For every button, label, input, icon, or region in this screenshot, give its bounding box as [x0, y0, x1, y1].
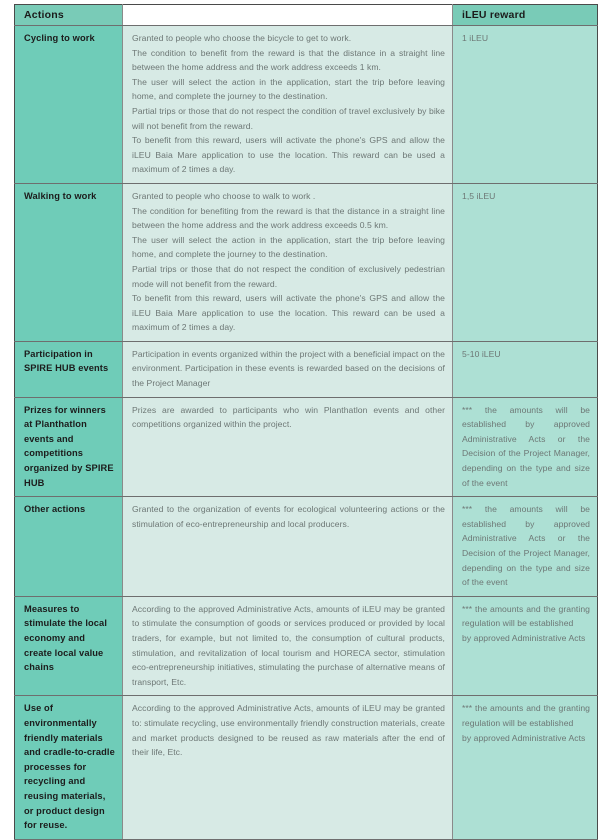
row-reward-value: 1,5 iLEU	[453, 183, 598, 341]
row-action-label: Other actions	[15, 497, 123, 597]
row-reward-value	[453, 696, 598, 839]
table-head	[15, 5, 598, 26]
description-line: The user will select the action in the application, start the trip before leaving home, and complete the journey to the destination.	[132, 76, 445, 102]
table-header-row	[15, 5, 598, 26]
column-header-reward: iLEU reward	[453, 5, 598, 26]
row-description	[123, 183, 453, 341]
row-action-label: Use of environmentally friendly materials and cradle-to-cradle processes for recycling and reusing materials, or product design for reuse.	[15, 696, 123, 839]
row-reward-value: 1 iLEU	[453, 26, 598, 184]
column-header-actions: Actions	[15, 5, 123, 26]
row-action-label: Participation in SPIRE HUB events	[15, 341, 123, 397]
description-line: To benefit from this reward, users will activate the phone's GPS and allow the iLEU Baia Mare application to use the location. This reward can be used a maximum of 2 times a day.	[132, 135, 445, 175]
description-line: The condition for benefiting from the reward is that the distance in a straight line between the home address and the work address exceeds 0.5 km.	[132, 205, 445, 231]
row-action-label: Cycling to work	[15, 26, 123, 184]
reward-line: by approved Administrative Acts	[462, 732, 586, 743]
row-action-label: Walking to work	[15, 183, 123, 341]
description-line: According to the approved Administrative Acts, amounts of iLEU may be granted to stimulate the consumption of goods or services produced or provided by local traders, for example, but not limited to, the consumption of cultural products, stimulation, and revitalization of local tourism and HORECA sector, stimulation eco-entrepreneurship initiatives, stimulating the purchase of alternative means of transport, Etc.	[132, 603, 445, 687]
table-row	[15, 497, 598, 597]
row-reward-value: *** the amounts will be established by approved Administrative Acts or the Decision of the Project Manager, depending on the type and size of the event	[453, 397, 598, 497]
description-line: Granted to the organization of events for ecological volunteering actions or the stimulation of eco-entrepreneurship and local producers.	[132, 504, 445, 529]
row-reward-value: 5-10 iLEU	[453, 341, 598, 397]
reward-line: *** the amounts and the granting regulation will be established	[462, 703, 590, 728]
table-row	[15, 341, 598, 397]
description-line: The user will select the action in the application, start the trip before leaving home, and complete the journey to the destination.	[132, 234, 445, 260]
table-row	[15, 397, 598, 497]
description-line: According to the approved Administrative Acts, amounts of iLEU may be granted to: stimulate recycling, use environmentally friendly construction materials, create and market products designed to be reused as raw materials after the end of their life, Etc.	[132, 703, 445, 758]
description-line: Participation in events organized within the project with a beneficial impact on the environment. Participation in these events is rewarded based on the decisions of the Project Manager	[132, 348, 445, 389]
rewards-table	[14, 4, 598, 840]
table-body	[15, 26, 598, 840]
description-line: Prizes are awarded to participants who win Planthatlon events and other competitions organized within the project.	[132, 404, 445, 430]
table-row	[15, 26, 598, 184]
row-action-label: Measures to stimulate the local economy and create local value chains	[15, 596, 123, 696]
row-reward-value: *** the amounts will be established by approved Administrative Acts or the Decision of the Project Manager, depending on the type and size of the event	[453, 497, 598, 597]
row-description	[123, 596, 453, 696]
table-row	[15, 696, 598, 839]
row-description	[123, 341, 453, 397]
description-line: Granted to people who choose the bicycle to get to work.	[132, 33, 352, 43]
description-line: The condition to benefit from the reward is that the distance in a straight line between the home address and the work address exceeds 1 km.	[132, 47, 445, 73]
row-reward-value	[453, 596, 598, 696]
row-action-label: Prizes for winners at Planthatlon events and competitions organized by SPIRE HUB	[15, 397, 123, 497]
column-header-description	[123, 5, 453, 26]
row-description	[123, 26, 453, 184]
description-line: Partial trips or those that do not respect the condition of travel exclusively by bike will not benefit from the reward.	[132, 105, 445, 131]
description-line: Partial trips or those that do not respect the condition of exclusively pedestrian mode will not benefit from the reward.	[132, 263, 445, 289]
reward-line: *** the amounts and the granting regulation will be established	[462, 603, 590, 629]
row-description	[123, 397, 453, 497]
row-description	[123, 696, 453, 839]
table-row	[15, 596, 598, 696]
row-description	[123, 497, 453, 597]
reward-line: by approved Administrative Acts	[462, 632, 586, 643]
description-line: Granted to people who choose to walk to work .	[132, 190, 316, 201]
table-row	[15, 183, 598, 341]
description-line: To benefit from this reward, users will activate the phone's GPS and allow the iLEU Baia Mare application to use the location. This reward can be used a maximum of 2 times a day.	[132, 293, 445, 333]
rewards-table-wrapper	[14, 4, 597, 840]
